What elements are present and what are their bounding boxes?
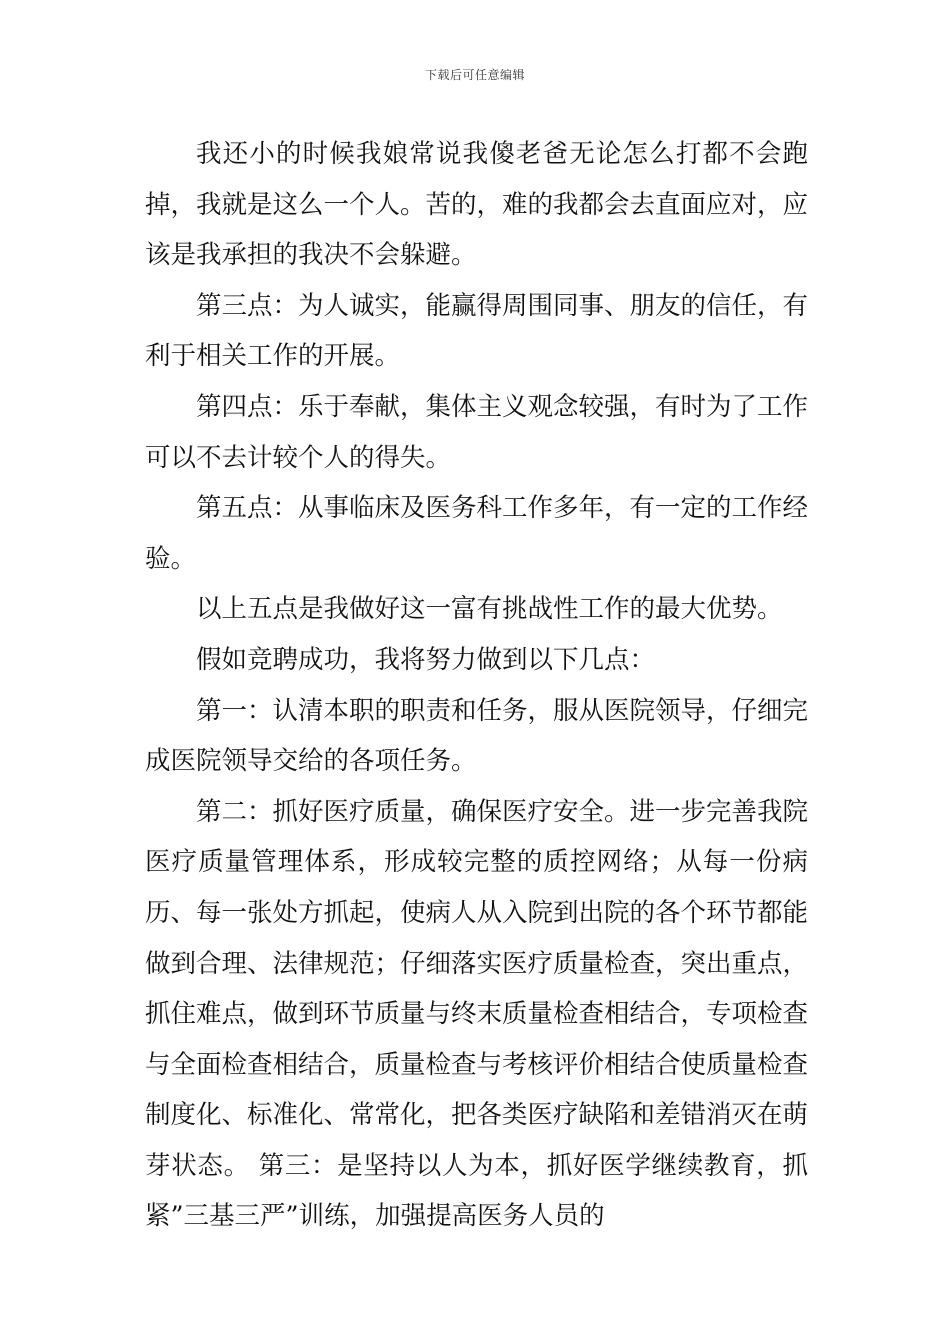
paragraph-6: 假如竞聘成功，我将努力做到以下几点：: [196, 644, 656, 675]
paragraph-1: 我还小的时候我娘常说我傻老爸无论怎么打都不会跑掉，我就是这么一个人。苦的，难的我都会去直面应对，应该是我承担的我决不会躲避。: [145, 139, 809, 271]
paragraph-7: 第一：认清本职的职责和任务，服从医院领导，仔细完成医院领导交给的各项任务。: [145, 695, 809, 777]
page-header: 下载后可任意编辑: [424, 68, 525, 82]
paragraph-4: 第五点：从事临床及医务科工作多年，有一定的工作经验。: [145, 493, 809, 574]
paragraph-5: 以上五点是我做好这一富有挑战性工作的最大优势。: [196, 594, 783, 625]
paragraph-3: 第四点：乐于奉献，集体主义观念较强，有时为了工作可以不去计较个人的得失。: [145, 391, 809, 473]
document-body: [145, 129, 808, 1242]
paragraph-8: 第二：抓好医疗质量，确保医疗安全。进一步完善我院医疗质量管理体系，形成较完整的质控网络；从每一份病历、每一张处方抓起，使病人从入院到出院的各个环节都能做到合理、法律规范；仔细落实医疗质量检查，突出重点，抓住难点，做到环节质量与终末质量检查相结合，专项检查与全面检查相结合，质量检查与考核评价相结合使质量检查制度化、标准化、常常化，把各类医疗缺陷和差错消灭在萌芽状态。 第三：是坚持以人为本，抓好医学继续教育，抓紧”三基三严”训练，加强提高医务人员的: [145, 796, 809, 1232]
paragraph-2: 第三点：为人诚实，能赢得周围同事、朋友的信任，有利于相关工作的开展。: [145, 290, 809, 372]
